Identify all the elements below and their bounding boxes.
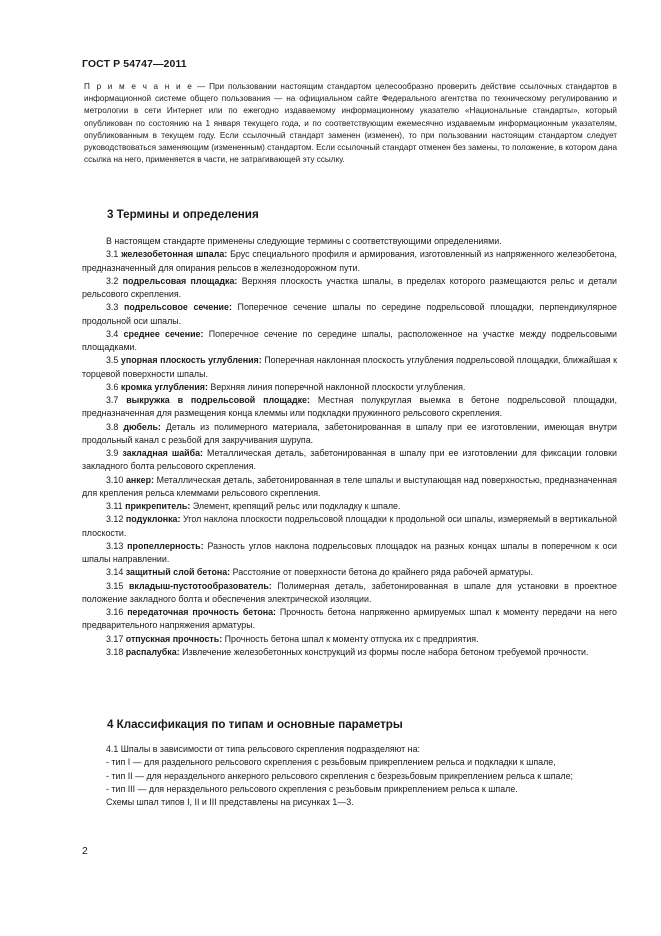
section-4-paragraph: - тип I — для раздельного рельсового скрепления с резьбовым прикреплением рельса и подкладки к шпале, (106, 757, 556, 768)
term-number: 3.2 (106, 275, 123, 286)
term-definition (82, 447, 617, 474)
term-definition (82, 275, 617, 302)
term-definition-text: Извлечение железобетонных конструкций из формы после набора бетоном требуемой прочности. (179, 646, 589, 657)
term-number: 3.11 (106, 501, 126, 511)
section-4-paragraph: - тип III — для нераздельного рельсового скрепления с резьбовым прикреплением рельса к шпале. (106, 783, 518, 794)
term-definition-text: Расстояние от поверхности бетона до крайнего ряда рабочей арматуры. (230, 567, 533, 578)
term-name: анкер: (125, 474, 154, 485)
term-name: закладная шайба: (122, 448, 204, 458)
term-number: 3.5 (106, 355, 121, 366)
term-definition-text: Верхняя плоскость участка шпалы, в пределах которого размещаются рельс и детали рельсового скрепления. (82, 275, 618, 299)
term-number: 3.6 (106, 381, 121, 392)
term-definition (82, 633, 617, 646)
term-number: 3.18 (106, 646, 126, 657)
term-definition (82, 474, 617, 501)
document-code-header: ГОСТ Р 54747—2011 (82, 58, 187, 70)
term-name: вкладыш-пустотообразователь: (128, 580, 272, 591)
term-definition (82, 381, 617, 394)
term-definition-text: Металлическая деталь, забетонированная в шпалу при ее изготовлении для фиксации головки закладного болта рельсового скрепления. (82, 448, 617, 472)
note-paragraph (84, 81, 617, 166)
term-name: распалубка: (125, 646, 180, 657)
note-label: П р и м е ч а н и е (84, 82, 194, 91)
term-name: пропеллерность: (127, 540, 204, 551)
term-definition (82, 500, 617, 513)
term-name: подрельсовая площадка: (122, 275, 238, 286)
term-definition-text: Верхняя линия поперечной наклонной плоскости углубления. (207, 381, 466, 392)
section-4-paragraph: Схемы шпал типов I, II и III представлены на рисунках 1—3. (106, 797, 354, 807)
term-definition (82, 248, 617, 275)
term-number: 3.8 (106, 421, 124, 432)
term-definition (82, 606, 617, 633)
term-definition (82, 421, 617, 448)
page-number: 2 (82, 845, 88, 857)
term-number: 3.7 (106, 395, 127, 405)
note-text: — При пользовании настоящим стандартом целесообразно проверить действие ссылочных стандартов в информационной системе общего пользования — на официальном сайте Федерального агентства по техническому регулированию и метрологии в сети Интернет или по ежегодно издаваемому информационному указателю «Национальные стандарты», который опубликован по состоянию на 1 января текущего года, и по соответствующим ежемесячно издаваемым информационным указателям, опубликованным в текущем году. Если ссылочный стандарт заменен (изменен), то при пользовании настоящим стандартом следует руководствоваться заменяющим (измененным) стандартом. Если ссылочный стандарт отменен без замены, то положение, в котором дана ссылка на него, применяется в части, не затрагивающей эту ссылку. (84, 82, 617, 165)
term-definition-text: Поперечное сечение шпалы по середине подрельсовой площадки, перпендикулярное продольной оси шпалы. (82, 302, 617, 326)
section-4-body (82, 743, 617, 809)
term-definition (82, 354, 617, 381)
term-name: дюбель: (123, 421, 161, 432)
term-definition (82, 394, 617, 421)
term-number: 3.13 (106, 540, 128, 551)
term-name: выкружка в подрельсовой площадке: (126, 395, 310, 405)
term-number: 3.15 (106, 580, 129, 591)
term-definition (82, 328, 617, 355)
term-definition (82, 580, 617, 607)
term-name: защитный слой бетона: (125, 567, 231, 578)
term-name: прикрепитель: (125, 501, 191, 511)
term-definition-text: Поперечное сечение по середине шпалы, расположенное на участке между подрельсовыми площадками. (82, 328, 618, 352)
term-name: отпускная прочность: (125, 633, 223, 644)
term-name: передаточная прочность бетона: (127, 607, 277, 617)
term-number: 3.10 (106, 474, 126, 485)
term-definition-text: Разность углов наклона подрельсовых площадок на разных концах шпалы в поперечном к оси шпалы направлении. (82, 540, 617, 564)
term-number: 3.17 (106, 633, 126, 644)
term-number: 3.3 (106, 302, 124, 313)
section-4-heading: 4 Классификация по типам и основные параметры (107, 718, 403, 731)
term-definition-text: Прочность бетона напряженно армируемых шпал к моменту передачи на него предварительного напряжения арматуры. (82, 607, 617, 631)
term-definition-text: Элемент, крепящий рельс или подкладку к шпале. (190, 501, 401, 511)
term-number: 3.12 (106, 514, 126, 525)
term-number: 3.4 (106, 328, 124, 339)
term-name: железобетонная шпала: (121, 249, 228, 260)
term-definition-text: Брус специального профиля и армирования, изготовленный из напряженного железобетона, предназначенный для опирания рельсов в железнодорожном пути. (82, 249, 618, 273)
term-name: среднее сечение: (123, 328, 204, 339)
terms-list (82, 248, 617, 659)
section-3-body (82, 235, 617, 659)
term-name: подуклонка: (125, 514, 181, 525)
term-definition (82, 513, 617, 540)
term-definition-text: Деталь из полимерного материала, забетонированная в шпалу при ее изготовлении, имеющая внутри продольный канал с резьбой для закручивания шурупа. (82, 421, 617, 445)
term-name: подрельсовое сечение: (124, 302, 232, 313)
term-definition-text: Полимерная деталь, забетонированная в шпале для установки в проектное положение закладного болта и обеспечения электрической изоляции. (82, 580, 617, 604)
term-definition-text: Местная полукруглая выемка в бетоне подрельсовой площадки, предназначенная для размещения конца клеммы или подкладки пружинного рельсового скрепления. (82, 395, 617, 419)
section-3-heading: 3 Термины и определения (107, 208, 259, 221)
section-3-intro: В настоящем стандарте применены следующие термины с соответствующими определениями. (106, 236, 502, 246)
term-number: 3.9 (106, 448, 123, 458)
term-definition (82, 646, 617, 659)
term-name: кромка углубления: (120, 381, 208, 392)
term-number: 3.14 (106, 567, 126, 578)
term-definition-text: Угол наклона плоскости подрельсовой площадки к продольной оси шпалы, измеряемый в вертикальной плоскости. (82, 514, 617, 538)
term-definition-text: Металлическая деталь, забетонированная в теле шпалы и выступающая над поверхностью, предназначенная для крепления рельса клеммами рельсового скрепления. (82, 474, 617, 498)
term-definition (82, 566, 617, 579)
term-definition-text: Поперечная наклонная плоскость углубления подрельсовой площадки, ближайшая к торцевой поверхности шпалы. (82, 355, 617, 379)
term-number: 3.16 (106, 607, 128, 617)
term-definition-text: Прочность бетона шпал к моменту отпуска их с предприятия. (222, 633, 479, 644)
term-definition (82, 540, 617, 567)
term-definition (82, 301, 617, 328)
term-number: 3.1 (106, 249, 122, 260)
term-name: упорная плоскость углубления: (120, 355, 262, 366)
section-4-paragraph: 4.1 Шпалы в зависимости от типа рельсового скрепления подразделяют на: (106, 744, 420, 754)
section-4-paragraph: - тип II — для нераздельного анкерного рельсового скрепления с безрезьбовым прикреплением рельса к шпале; (106, 770, 574, 781)
